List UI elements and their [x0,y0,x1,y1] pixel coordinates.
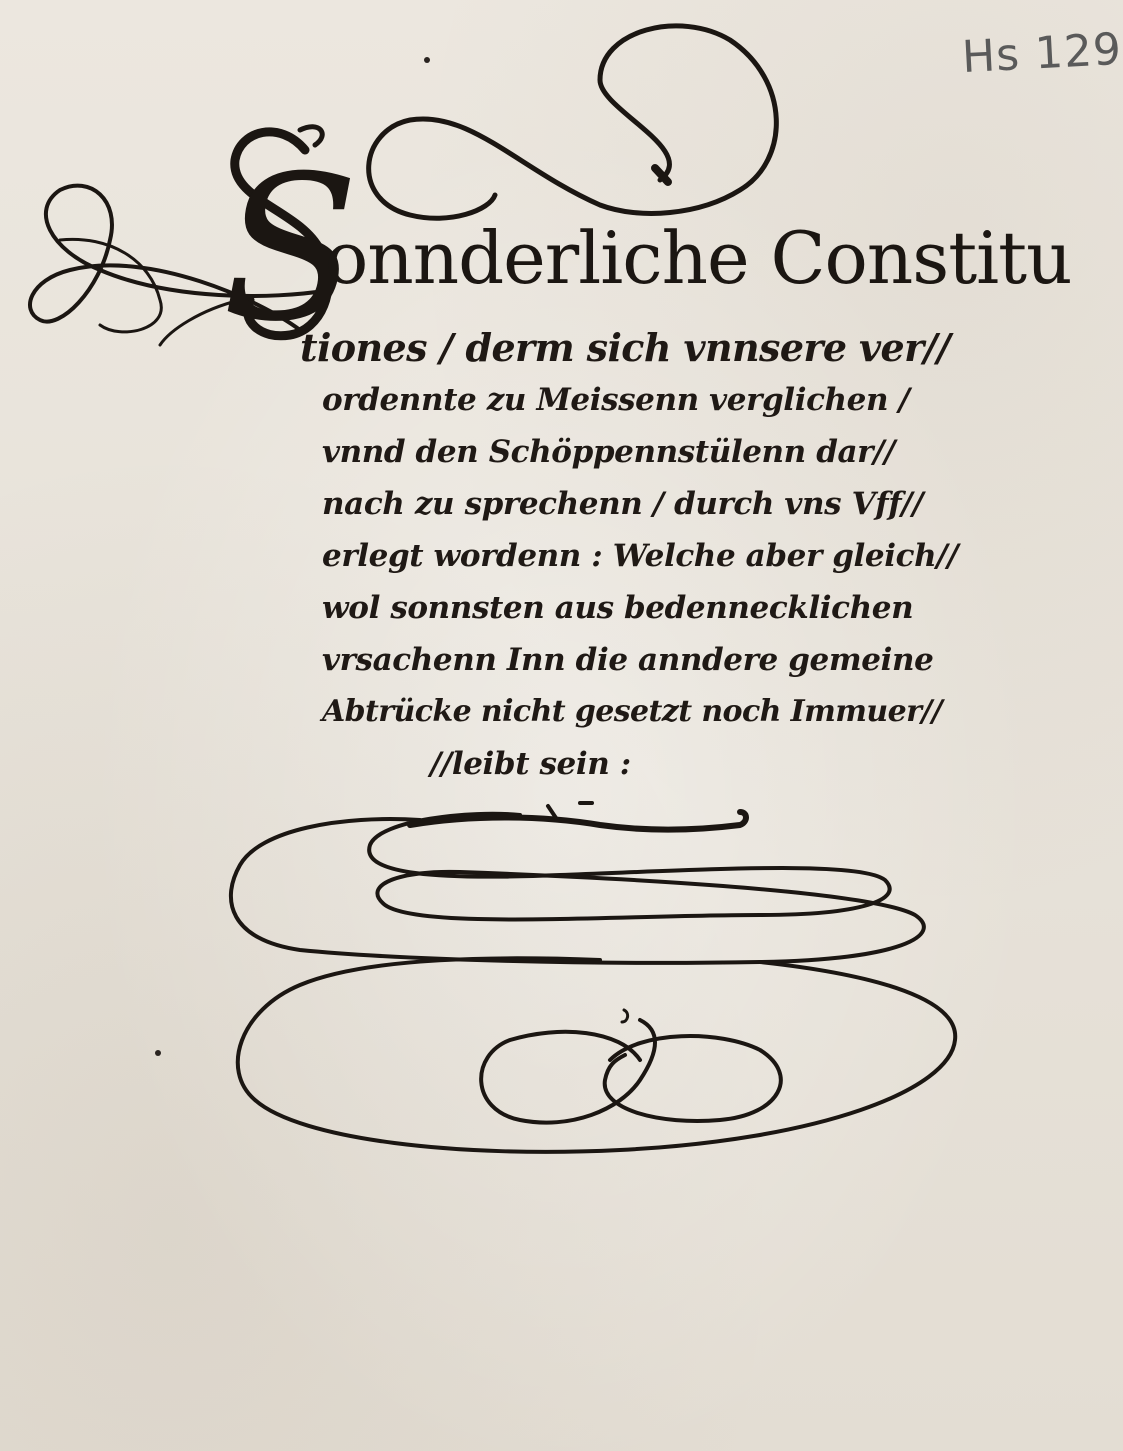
text-line: vnnd den Schöppennstülenn dar// [322,434,895,470]
text-line: erlegt wordenn : Welche aber gleich// [322,538,959,574]
text-line: nach zu sprechenn / durch vns Vff// [322,486,923,522]
bottom-ornament-lower [238,958,955,1152]
bottom-ornament-upper [231,814,924,963]
decorated-initial: S [222,133,360,366]
text-line: tiones / derm sich vnnsere ver// [300,325,951,370]
text-line: vrsachenn Inn die anndere gemeine [322,642,934,678]
bottom-circle-left [481,1020,655,1123]
page-title: onnderliche Constitu [325,216,1072,300]
text-line: Abtrücke nicht gesetzt noch Immuer// [322,694,943,729]
top-loop-flourish [369,26,777,218]
ink-dot [424,57,430,63]
bottom-ornament-bar [410,812,746,830]
text-line: wol sonnsten aus bedennecklichen [322,590,914,626]
bottom-circle-right [605,1036,781,1121]
text-line: //leibt sein : [430,746,631,782]
ink-dot [155,1050,161,1056]
shelfmark-annotation: Hs 129 [960,23,1123,84]
text-line: ordennte zu Meissenn verglichen / [322,382,910,418]
manuscript-text [300,322,1020,790]
